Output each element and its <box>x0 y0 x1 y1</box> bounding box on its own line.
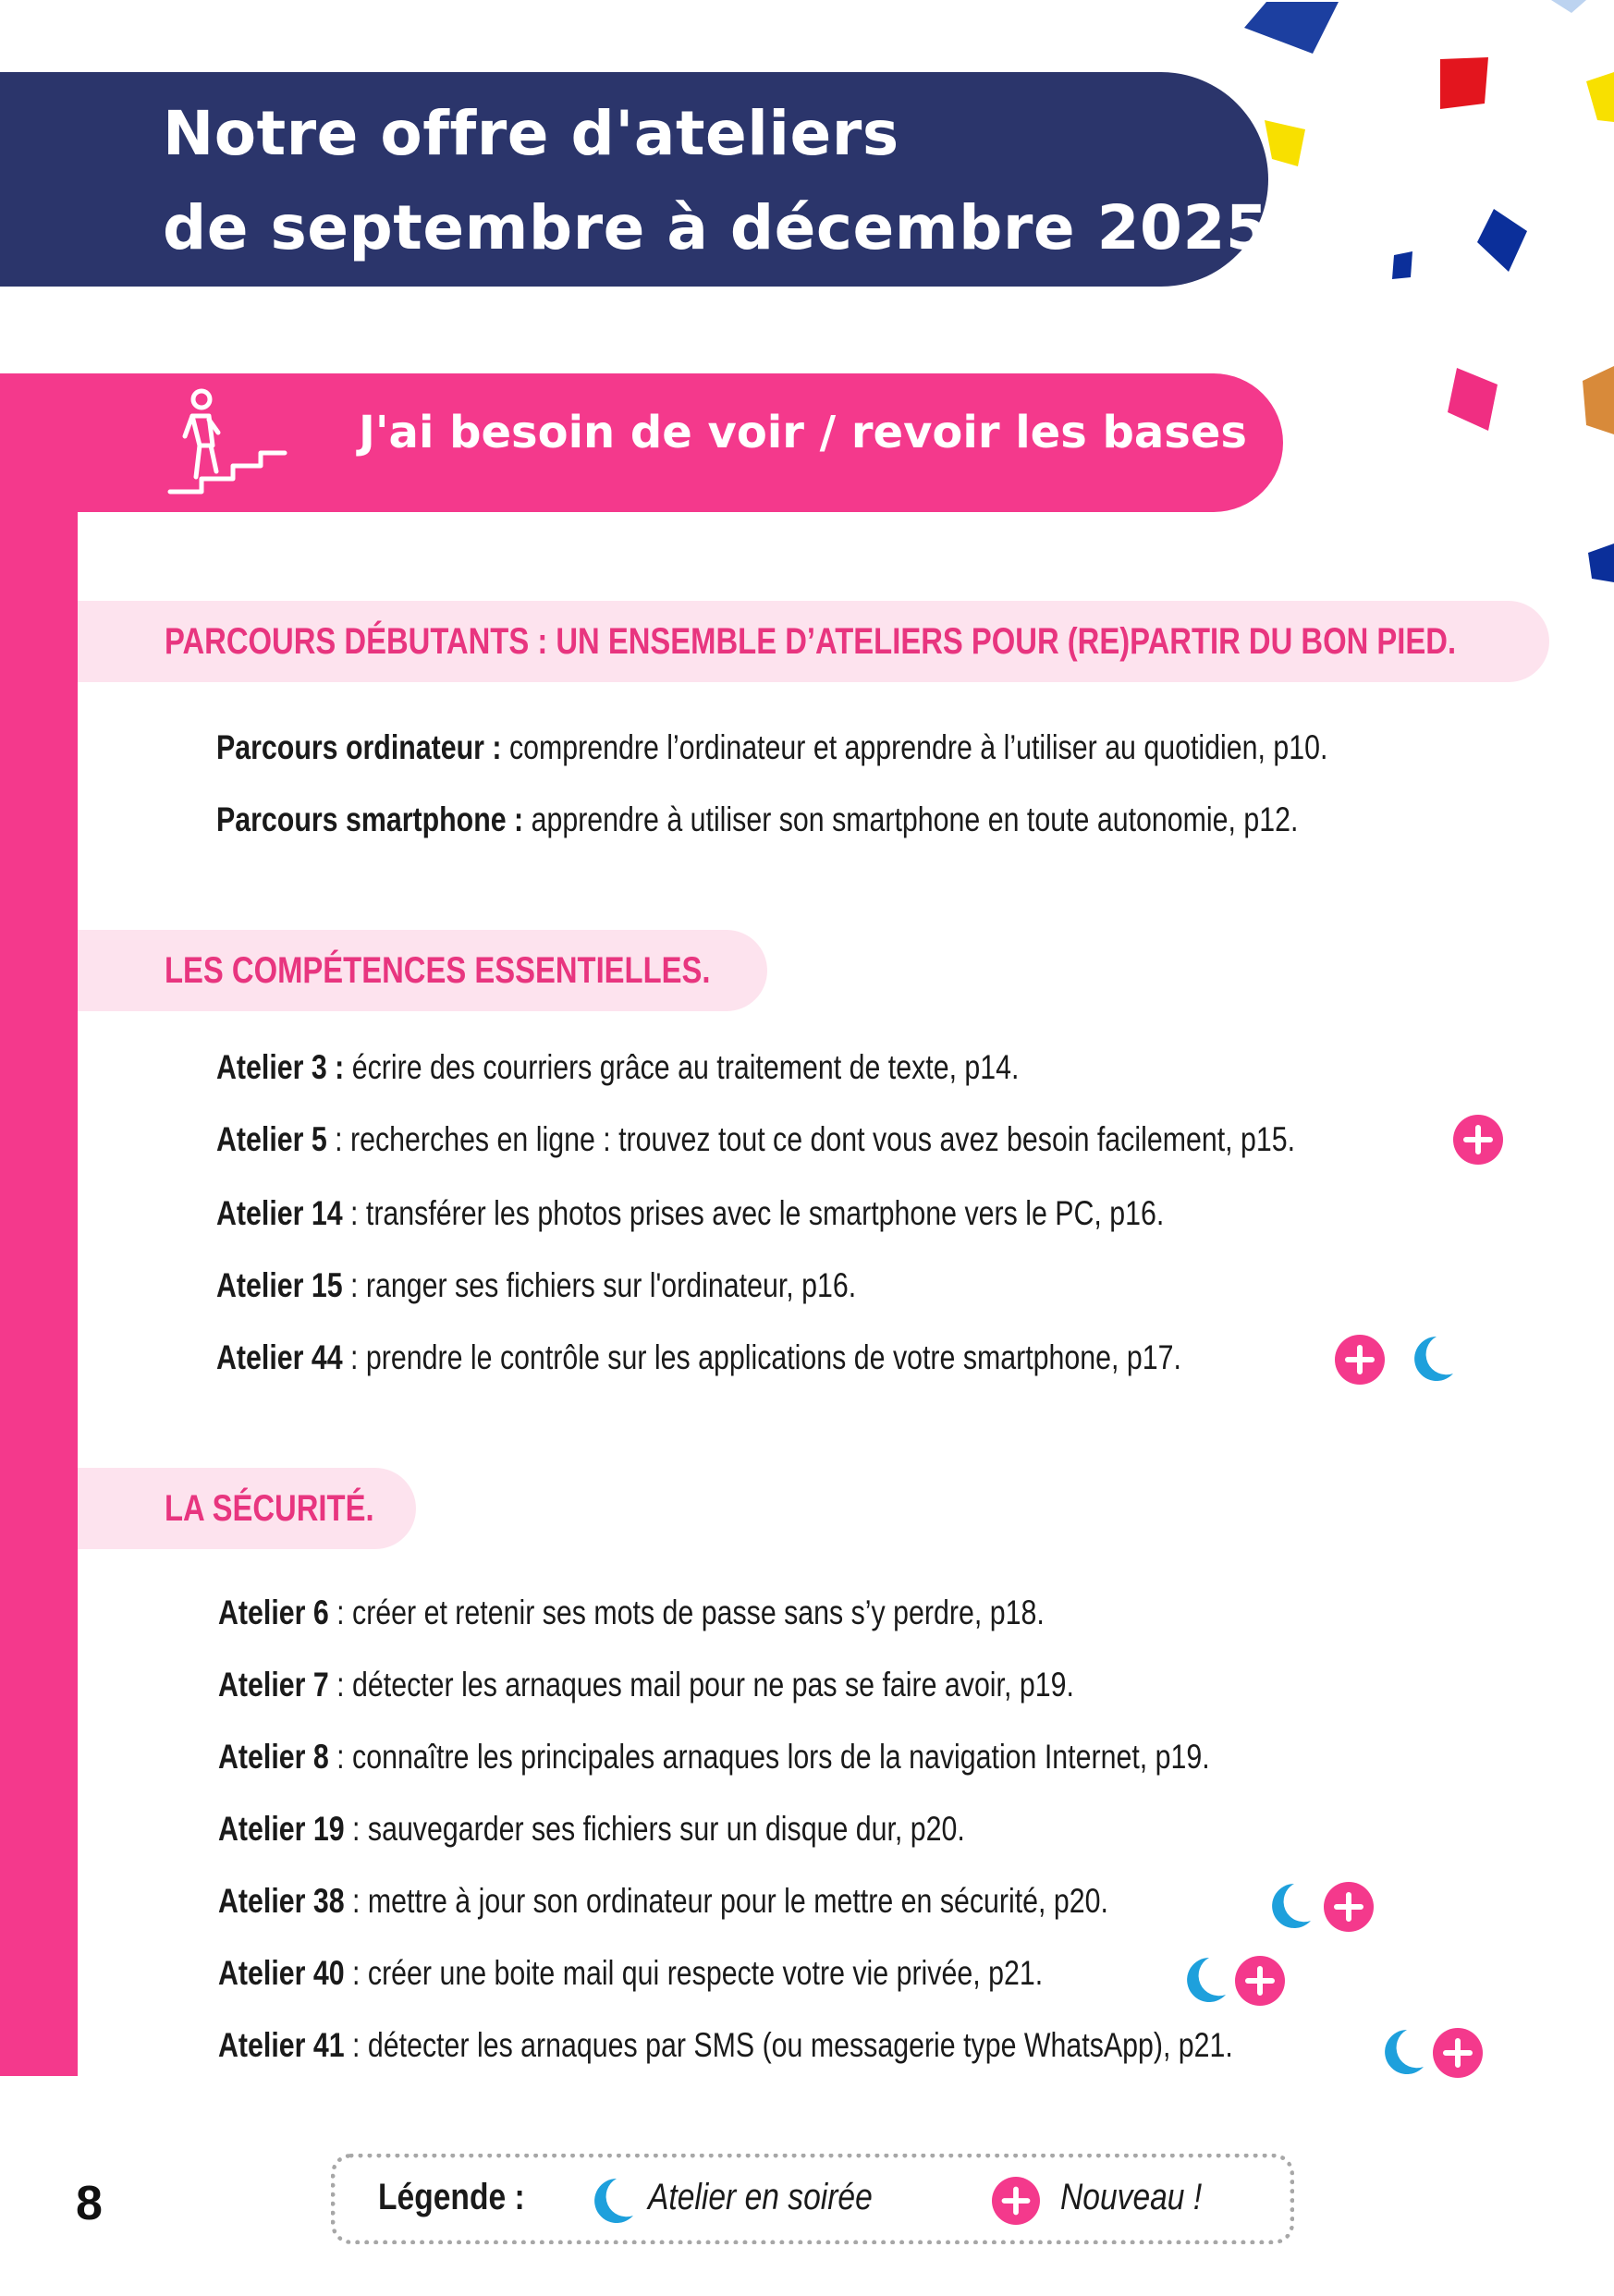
section-heading: J'ai besoin de voir / revoir les bases <box>359 407 1247 458</box>
legend-new-label: Nouveau ! <box>1060 2177 1203 2217</box>
list-item: Atelier 44 : prendre le contrôle sur les applications de votre smartphone, p17. <box>216 1338 1181 1376</box>
title-line-1: Notre offre d'ateliers <box>163 98 899 169</box>
list-item: Atelier 38 : mettre à jour son ordinateur pour le mettre en sécurité, p20. <box>218 1882 1108 1920</box>
list-item: Atelier 8 : connaître les principales arnaques lors de la navigation Internet, p19. <box>218 1738 1210 1776</box>
pink-side-strip <box>0 499 78 2076</box>
new-plus-icon <box>1335 1335 1385 1385</box>
moon-icon <box>1405 1333 1455 1383</box>
list-item: Atelier 15 : ranger ses fichiers sur l'ordinateur, p16. <box>216 1266 857 1304</box>
moon-icon <box>1263 1880 1313 1930</box>
legend-title: Légende : <box>378 2177 525 2217</box>
confetti-decoration <box>1202 0 1614 629</box>
page-number: 8 <box>76 2177 103 2230</box>
category-label-securite: LA SÉCURITÉ. <box>165 1488 374 1529</box>
title-banner <box>0 72 1268 287</box>
list-item: Atelier 3 : écrire des courriers grâce au traitement de texte, p14. <box>216 1048 1020 1086</box>
legend-box <box>331 2154 1294 2244</box>
list-item: Atelier 19 : sauvegarder ses fichiers sur un disque dur, p20. <box>218 1810 965 1848</box>
list-item: Atelier 6 : créer et retenir ses mots de passe sans s’y perdre, p18. <box>218 1594 1045 1631</box>
moon-icon <box>1178 1954 1228 2004</box>
list-item: Atelier 7 : détecter les arnaques mail pour ne pas se faire avoir, p19. <box>218 1666 1074 1704</box>
category-label-parcours: PARCOURS DÉBUTANTS : UN ENSEMBLE D’ATELIERS POUR (RE)PARTIR DU BON PIED. <box>165 621 1457 662</box>
list-item: Atelier 41 : détecter les arnaques par SMS (ou messagerie type WhatsApp), p21. <box>218 2026 1233 2064</box>
title-line-2: de septembre à décembre 2025 <box>163 192 1269 263</box>
moon-icon <box>1376 2026 1425 2076</box>
new-plus-icon <box>1324 1882 1374 1932</box>
new-plus-icon <box>1235 1956 1285 2006</box>
list-item: Atelier 5 : recherches en ligne : trouvez tout ce dont vous avez besoin facilement, p15. <box>216 1120 1296 1158</box>
new-plus-icon <box>1453 1115 1503 1165</box>
list-item: Atelier 14 : transférer les photos prises avec le smartphone vers le PC, p16. <box>216 1194 1165 1232</box>
list-item: Parcours smartphone : apprendre à utiliser son smartphone en toute autonomie, p12. <box>216 800 1299 838</box>
new-plus-icon <box>992 2177 1040 2225</box>
list-item: Atelier 40 : créer une boite mail qui respecte votre vie privée, p21. <box>218 1954 1044 1992</box>
new-plus-icon <box>1433 2028 1483 2078</box>
stairs-climbing-person-icon <box>165 388 290 501</box>
list-item: Parcours ordinateur : comprendre l’ordinateur et apprendre à l’utiliser au quotidien, p10. <box>216 728 1328 766</box>
moon-icon <box>585 2175 635 2225</box>
legend-evening-label: Atelier en soirée <box>648 2177 873 2217</box>
category-label-competences: LES COMPÉTENCES ESSENTIELLES. <box>165 950 711 991</box>
